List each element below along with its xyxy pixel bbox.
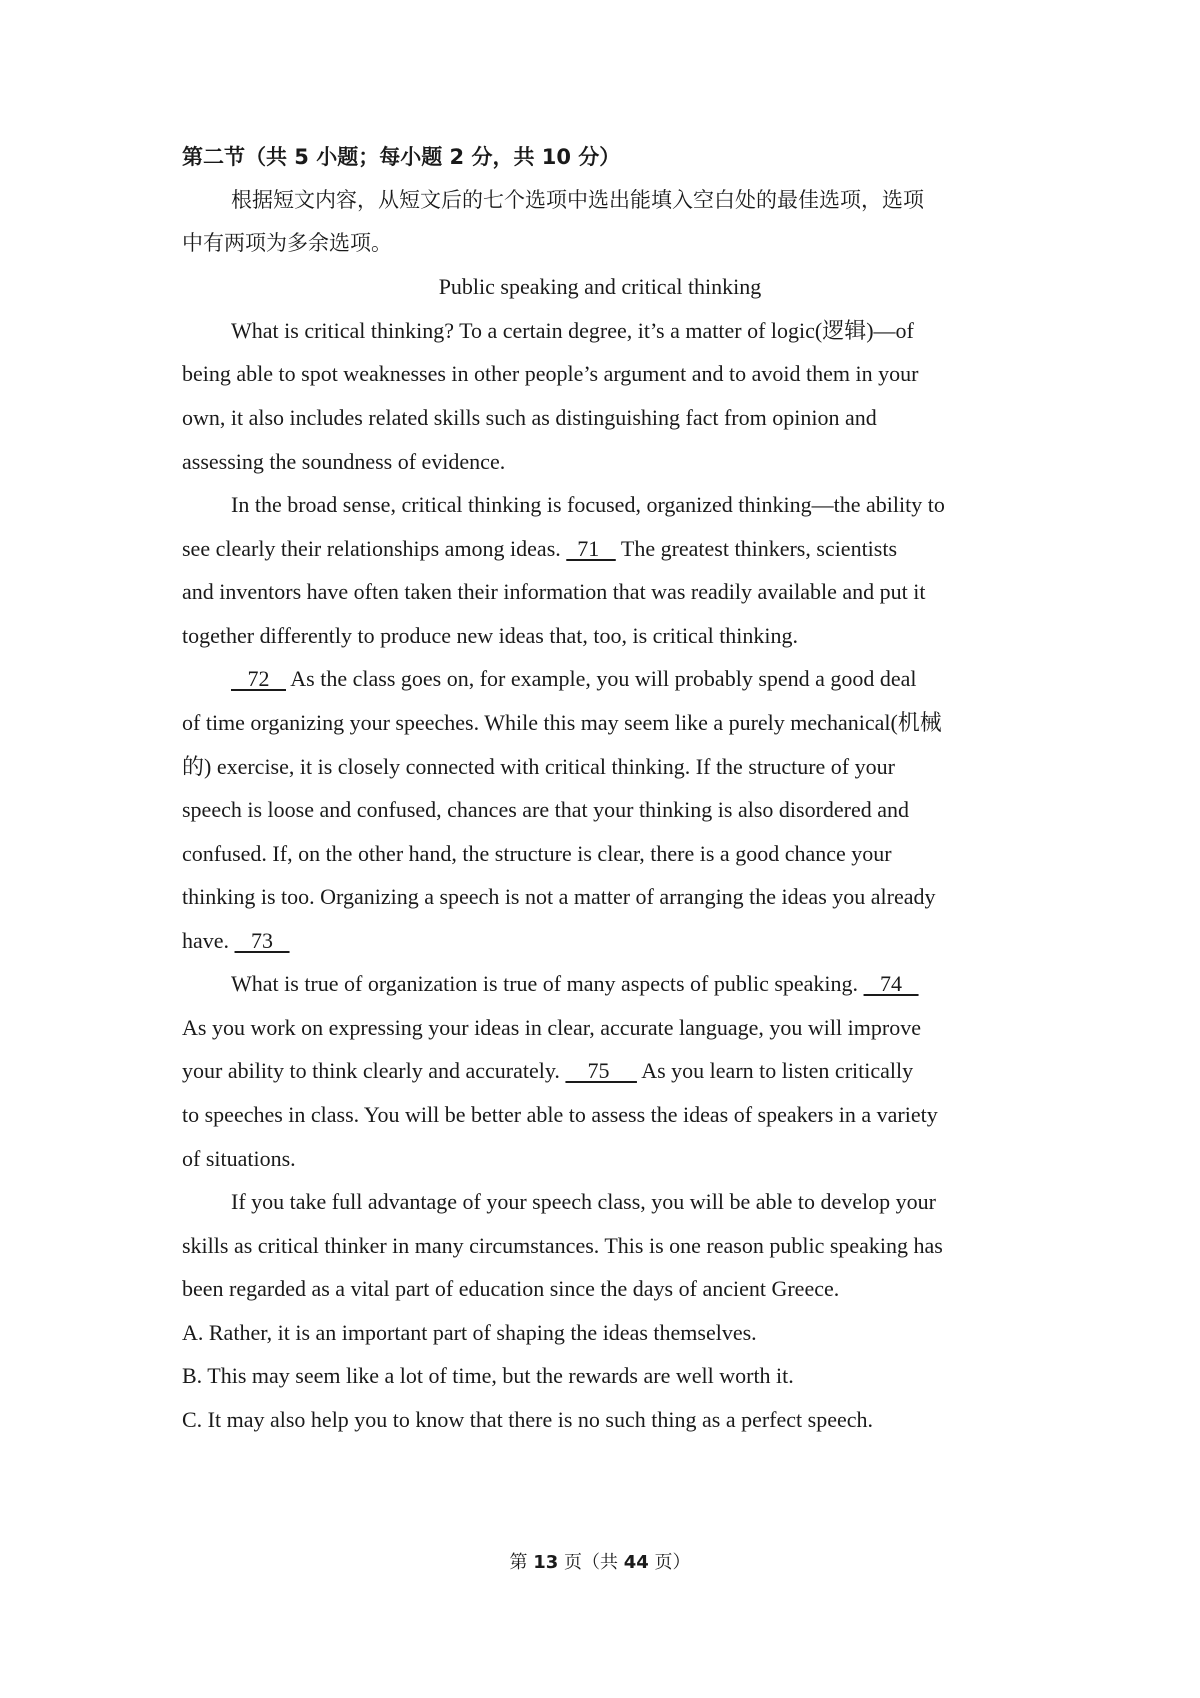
paragraph-3-line: thinking is too. Organizing a speech is not a matter of arranging the ideas you already xyxy=(182,884,936,909)
paragraph-3-line: 的) exercise, it is closely connected with critical thinking. If the structure of your xyxy=(182,754,895,779)
page-footer xyxy=(0,1552,1200,1574)
paragraph-2-line: In the broad sense, critical thinking is focused, organized thinking—the ability to xyxy=(231,492,945,517)
paragraph-3-line: confused. If, on the other hand, the structure is clear, there is a good chance your xyxy=(182,841,892,866)
paragraph-1-line: own, it also includes related skills such as distinguishing fact from opinion and xyxy=(182,405,877,430)
page-number: 13 xyxy=(533,1552,559,1573)
paragraph-3-line: speech is loose and confused, chances are that your thinking is also disordered and xyxy=(182,797,910,822)
paragraph-5-line: been regarded as a vital part of education since the days of ancient Greece. xyxy=(182,1276,840,1301)
paragraph-3-line xyxy=(182,927,290,955)
blank-75: 75 xyxy=(565,1058,637,1083)
blank-71: 71 xyxy=(566,536,616,561)
option-b: B. This may seem like a lot of time, but the rewards are well worth it. xyxy=(182,1363,794,1388)
blank-74: 74 xyxy=(863,971,919,996)
paragraph-3-text: have. xyxy=(182,928,230,953)
paragraph-3-line: of time organizing your speeches. While this may seem like a purely mechanical(机械 xyxy=(182,710,942,735)
paragraph-4-text: As you learn to listen critically xyxy=(641,1058,914,1083)
paragraph-1-line: being able to spot weaknesses in other people’s argument and to avoid them in your xyxy=(182,361,919,386)
paragraph-4-line: of situations. xyxy=(182,1146,296,1171)
paragraph-3-text: As the class goes on, for example, you will probably spend a good deal xyxy=(290,666,917,691)
paragraph-5-line: skills as critical thinker in many circumstances. This is one reason public speaking has xyxy=(182,1233,943,1258)
option-a: A. Rather, it is an important part of shaping the ideas themselves. xyxy=(182,1320,757,1345)
paragraph-4-text: What is true of organization is true of many aspects of public speaking. xyxy=(231,971,859,996)
footer-suffix: 页） xyxy=(648,1552,691,1573)
instructions-line-1: 根据短文内容，从短文后的七个选项中选出能填入空白处的最佳选项，选项 xyxy=(231,188,924,212)
paragraph-4-line: As you work on expressing your ideas in clear, accurate language, you will improve xyxy=(182,1015,921,1040)
footer-middle: 页（共 xyxy=(558,1552,624,1573)
blank-72: 72 xyxy=(231,666,286,691)
paragraph-2-text: The greatest thinkers, scientists xyxy=(620,536,898,561)
blank-73: 73 xyxy=(234,928,290,953)
passage-title: Public speaking and critical thinking xyxy=(438,274,762,299)
paragraph-2-line: together differently to produce new ideas that, too, is critical thinking. xyxy=(182,623,799,648)
paragraph-1-line: assessing the soundness of evidence. xyxy=(182,449,506,474)
paragraph-2-line: and inventors have often taken their information that was readily available and put it xyxy=(182,579,926,604)
paragraph-1-line: What is critical thinking? To a certain degree, it’s a matter of logic(逻辑)—of xyxy=(231,318,914,343)
paragraph-3-line xyxy=(231,665,917,693)
total-pages: 44 xyxy=(623,1552,649,1573)
instructions-line-2: 中有两项为多余选项。 xyxy=(182,231,392,255)
footer-prefix: 第 xyxy=(509,1552,534,1573)
paragraph-5-line: If you take full advantage of your speech class, you will be able to develop your xyxy=(231,1189,936,1214)
section-heading: 第二节（共 5 小题；每小题 2 分，共 10 分） xyxy=(182,145,621,169)
paragraph-4-line: to speeches in class. You will be better able to assess the ideas of speakers in a variety xyxy=(182,1102,938,1127)
paragraph-2-text: see clearly their relationships among ideas. xyxy=(182,536,561,561)
paragraph-4-line xyxy=(231,970,919,998)
option-c: C. It may also help you to know that there is no such thing as a perfect speech. xyxy=(182,1407,873,1432)
paragraph-4-line xyxy=(182,1057,913,1085)
paragraph-2-line xyxy=(182,535,897,563)
paragraph-4-text: your ability to think clearly and accurately. xyxy=(182,1058,560,1083)
